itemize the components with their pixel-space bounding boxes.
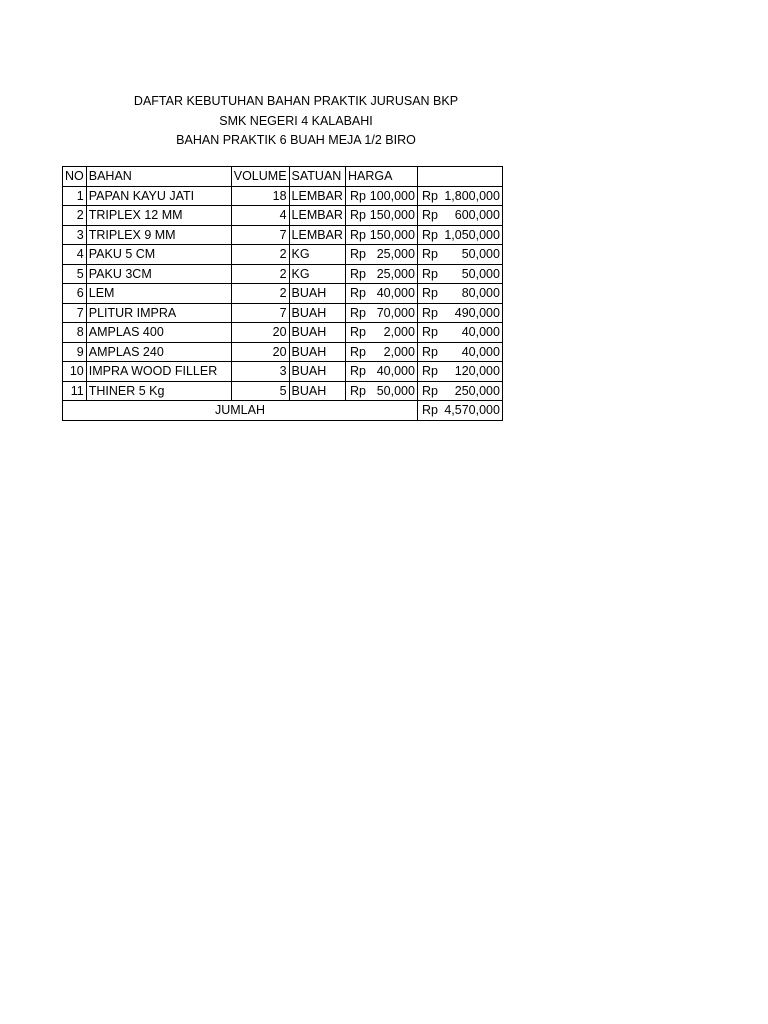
cell-satuan: BUAH xyxy=(289,284,345,304)
currency-label: Rp xyxy=(421,383,438,398)
cell-satuan: KG xyxy=(289,264,345,284)
cell-harga xyxy=(345,323,417,343)
cell-no: 5 xyxy=(63,264,87,284)
cell-volume: 2 xyxy=(231,264,289,284)
cell-total xyxy=(417,225,502,245)
header-no: NO xyxy=(63,167,87,187)
cell-satuan: LEMBAR xyxy=(289,206,345,226)
currency-label: Rp xyxy=(421,247,438,262)
cell-no: 7 xyxy=(63,303,87,323)
jumlah-label: JUMLAH xyxy=(63,401,418,421)
cell-harga xyxy=(345,186,417,206)
cell-total-amount: 490,000 xyxy=(454,305,500,320)
cell-bahan: AMPLAS 240 xyxy=(86,342,231,362)
cell-satuan: BUAH xyxy=(289,303,345,323)
cell-bahan: PAKU 5 CM xyxy=(86,245,231,265)
currency-label: Rp xyxy=(421,266,438,281)
cell-volume: 3 xyxy=(231,362,289,382)
currency-label: Rp xyxy=(349,305,366,320)
cell-no: 11 xyxy=(63,381,87,401)
cell-harga xyxy=(345,362,417,382)
table-row xyxy=(63,245,503,265)
table-row xyxy=(63,303,503,323)
header-harga: HARGA xyxy=(345,167,417,187)
table-row xyxy=(63,323,503,343)
cell-harga-amount: 150,000 xyxy=(369,208,415,223)
school-name: SMK NEGERI 4 KALABAHI xyxy=(219,113,373,128)
table-row xyxy=(63,264,503,284)
currency-label: Rp xyxy=(349,247,366,262)
cell-harga-amount: 100,000 xyxy=(369,188,415,203)
cell-harga-amount: 25,000 xyxy=(376,247,415,262)
cell-bahan: TRIPLEX 9 MM xyxy=(86,225,231,245)
cell-harga xyxy=(345,206,417,226)
table-row xyxy=(63,284,503,304)
cell-total xyxy=(417,342,502,362)
cell-total-amount: 40,000 xyxy=(461,344,500,359)
cell-harga xyxy=(345,284,417,304)
currency-label: Rp xyxy=(421,305,438,320)
cell-total xyxy=(417,284,502,304)
header-satuan: SATUAN xyxy=(289,167,345,187)
table-row xyxy=(63,381,503,401)
currency-label: Rp xyxy=(349,266,366,281)
cell-volume: 20 xyxy=(231,342,289,362)
header-volume: VOLUME xyxy=(231,167,289,187)
cell-total xyxy=(417,381,502,401)
grand-total xyxy=(417,401,502,421)
document-header xyxy=(0,92,592,151)
cell-no: 4 xyxy=(63,245,87,265)
cell-satuan: BUAH xyxy=(289,381,345,401)
cell-satuan: KG xyxy=(289,245,345,265)
document-title: DAFTAR KEBUTUHAN BAHAN PRAKTIK JURUSAN BKP xyxy=(133,94,459,108)
cell-volume: 2 xyxy=(231,245,289,265)
table-footer-row xyxy=(63,401,503,421)
header-total xyxy=(417,167,502,187)
cell-total-amount: 1,050,000 xyxy=(444,227,500,242)
cell-bahan: PAKU 3CM xyxy=(86,264,231,284)
cell-total xyxy=(417,303,502,323)
cell-volume: 2 xyxy=(231,284,289,304)
currency-label: Rp xyxy=(349,227,366,242)
cell-bahan: LEM xyxy=(86,284,231,304)
cell-bahan: TRIPLEX 12 MM xyxy=(86,206,231,226)
currency-label: Rp xyxy=(349,383,366,398)
cell-bahan: THINER 5 Kg xyxy=(86,381,231,401)
cell-satuan: LEMBAR xyxy=(289,225,345,245)
currency-label: Rp xyxy=(421,325,438,340)
cell-harga xyxy=(345,225,417,245)
cell-volume: 7 xyxy=(231,303,289,323)
cell-total-amount: 1,800,000 xyxy=(444,188,500,203)
currency-label: Rp xyxy=(421,188,438,203)
currency-label: Rp xyxy=(421,208,438,223)
cell-bahan: AMPLAS 400 xyxy=(86,323,231,343)
currency-label: Rp xyxy=(421,227,438,242)
cell-harga-amount: 2,000 xyxy=(383,325,415,340)
cell-satuan: BUAH xyxy=(289,342,345,362)
table-row xyxy=(63,206,503,226)
cell-satuan: BUAH xyxy=(289,362,345,382)
cell-no: 1 xyxy=(63,186,87,206)
cell-harga-amount: 25,000 xyxy=(376,266,415,281)
cell-total xyxy=(417,323,502,343)
cell-harga-amount: 70,000 xyxy=(376,305,415,320)
currency-label: Rp xyxy=(349,208,366,223)
grand-total-amount: 4,570,000 xyxy=(444,403,500,418)
cell-total xyxy=(417,264,502,284)
cell-bahan: PAPAN KAYU JATI xyxy=(86,186,231,206)
materials-table xyxy=(62,166,503,421)
cell-total xyxy=(417,186,502,206)
table-row xyxy=(63,342,503,362)
cell-no: 8 xyxy=(63,323,87,343)
cell-harga xyxy=(345,245,417,265)
currency-label: Rp xyxy=(349,325,366,340)
materials-table-body xyxy=(63,167,503,421)
cell-volume: 5 xyxy=(231,381,289,401)
cell-volume: 20 xyxy=(231,323,289,343)
cell-harga xyxy=(345,264,417,284)
cell-harga xyxy=(345,303,417,323)
document-subtitle: BAHAN PRAKTIK 6 BUAH MEJA 1/2 BIRO xyxy=(176,133,416,147)
cell-no: 6 xyxy=(63,284,87,304)
cell-harga-amount: 40,000 xyxy=(376,286,415,301)
cell-satuan: BUAH xyxy=(289,323,345,343)
cell-volume: 7 xyxy=(231,225,289,245)
header-bahan: BAHAN xyxy=(86,167,231,187)
cell-total-amount: 80,000 xyxy=(461,286,500,301)
cell-harga xyxy=(345,342,417,362)
cell-no: 3 xyxy=(63,225,87,245)
cell-total-amount: 50,000 xyxy=(461,266,500,281)
cell-harga-amount: 40,000 xyxy=(376,364,415,379)
cell-total-amount: 50,000 xyxy=(461,247,500,262)
table-row xyxy=(63,225,503,245)
cell-satuan: LEMBAR xyxy=(289,186,345,206)
cell-total xyxy=(417,206,502,226)
cell-no: 9 xyxy=(63,342,87,362)
cell-no: 2 xyxy=(63,206,87,226)
currency-label: Rp xyxy=(421,364,438,379)
currency-label: Rp xyxy=(349,364,366,379)
cell-harga-amount: 2,000 xyxy=(383,344,415,359)
currency-label: Rp xyxy=(421,403,438,418)
cell-volume: 4 xyxy=(231,206,289,226)
currency-label: Rp xyxy=(421,344,438,359)
cell-total xyxy=(417,245,502,265)
cell-total-amount: 120,000 xyxy=(454,364,500,379)
cell-harga-amount: 150,000 xyxy=(369,227,415,242)
currency-label: Rp xyxy=(421,286,438,301)
cell-total-amount: 40,000 xyxy=(461,325,500,340)
table-row xyxy=(63,186,503,206)
currency-label: Rp xyxy=(349,344,366,359)
cell-bahan: IMPRA WOOD FILLER xyxy=(86,362,231,382)
table-header-row xyxy=(63,167,503,187)
cell-no: 10 xyxy=(63,362,87,382)
cell-total xyxy=(417,362,502,382)
cell-harga-amount: 50,000 xyxy=(376,383,415,398)
cell-total-amount: 600,000 xyxy=(454,208,500,223)
currency-label: Rp xyxy=(349,188,366,203)
cell-harga xyxy=(345,381,417,401)
cell-volume: 18 xyxy=(231,186,289,206)
cell-bahan: PLITUR IMPRA xyxy=(86,303,231,323)
currency-label: Rp xyxy=(349,286,366,301)
cell-total-amount: 250,000 xyxy=(454,383,500,398)
table-row xyxy=(63,362,503,382)
